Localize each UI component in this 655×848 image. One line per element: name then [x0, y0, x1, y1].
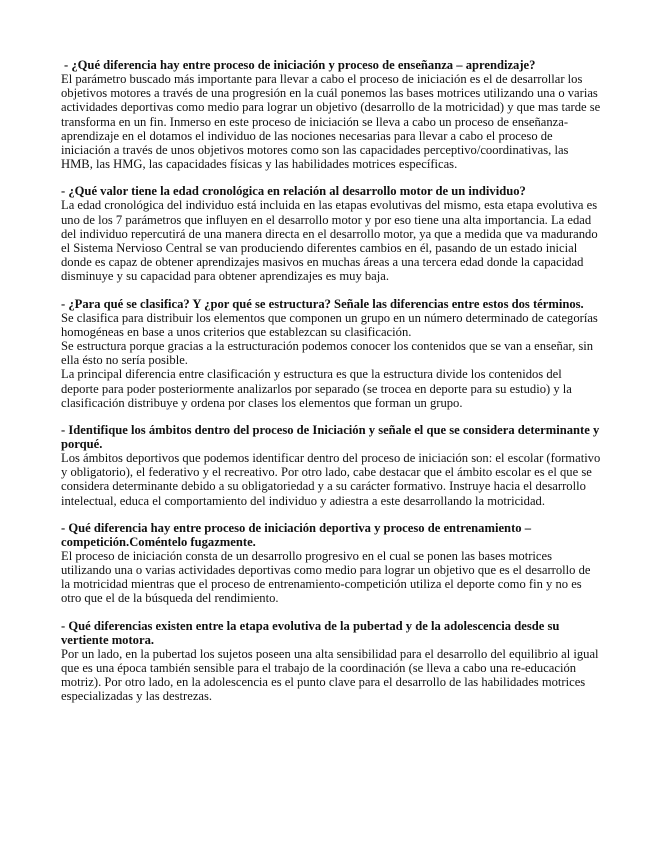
answer-paragraph: Se estructura porque gracias a la estructuración podemos conocer los contenidos que se van a enseñar, sin ella ésto no sería posible. [61, 339, 594, 368]
question-heading: - ¿Qué diferencia hay entre proceso de iniciación y proceso de enseñanza – aprendizaje? [64, 58, 536, 72]
question-heading: - Qué diferencia hay entre proceso de iniciación deportiva y proceso de entrenamiento – competición.Coméntelo fugazmente. [61, 520, 532, 549]
section-6 [61, 619, 601, 704]
section-2 [61, 184, 601, 283]
answer-paragraph: La principal diferencia entre clasificación y estructura es que la estructura divide los contenidos del deporte para poder posteriormente analizarlos por separado (se trocea en deporte para su estudio) y la clasificación distribuye y ordena por clases los elementos que forman un grupo. [61, 367, 572, 410]
section-1 [61, 58, 601, 171]
answer-paragraph: La edad cronológica del individuo está incluida en las etapas evolutivas del mismo, esta etapa evolutiva es uno de los 7 parámetros que influyen en el desarrollo motor y por eso tiene una alta importancia. La edad del individuo repercutirá de una manera directa en el desarrollo motor, ya que a medida que va madurando el Sistema Nervioso Central se van produciendo diferentes cambios en él, pasando de un estado inicial donde es capaz de obtener aprendizajes masivos en muchas áreas a una tercera edad donde la capacidad disminuye y su capacidad para obtener aprendizajes es muy baja. [61, 198, 598, 284]
question-heading: - ¿Qué valor tiene la edad cronológica en relación al desarrollo motor de un individuo? [61, 184, 526, 199]
answer-paragraph: El parámetro buscado más importante para llevar a cabo el proceso de iniciación es el de desarrollar los objetivos motores a través de una progresión en la cuál ponemos las bases motrices utilizando una o varias actividades deportivas como medio para lograr un objetivo (desarrollo de la motricidad) y que mas tarde se transforma en un fin. Inmerso en este proceso de iniciación se lleva a cabo un proceso de enseñanza-aprendizaje en el dotamos el individuo de las nociones necesarias para llevar a cabo el proceso de iniciación a través de unos objetivos motores como son las capacidades perceptivo/coordinativas, las HMB, las HMG, las capacidades físicas y las habilidades motrices específicas. [61, 72, 601, 172]
question-heading: - Qué diferencias existen entre la etapa evolutiva de la pubertad y de la adolescencia desde su vertiente motora. [61, 618, 560, 647]
section-3 [61, 297, 601, 410]
answer-paragraph: El proceso de iniciación consta de un desarrollo progresivo en el cual se ponen las bases motrices utilizando una o varias actividades deportivas como medio para lograr un objetivo que es el desarrollo de la motricidad mientras que el proceso de entrenamiento-competición utiliza el deporte como fin y no es otro que el de la búsqueda del rendimiento. [61, 548, 591, 606]
section-5 [61, 521, 601, 606]
answer-paragraph: Por un lado, en la pubertad los sujetos poseen una alta sensibilidad para el desarrollo del equilibrio al igual que es una época también sensible para el trabajo de la coordinación (se lleva a cabo una re-educación motriz). Por otro lado, en la adolescencia es el punto clave para el desarrollo de las habilidades motrices especializadas y las destrezas. [61, 646, 599, 704]
question-heading: - ¿Para qué se clasifica? Y ¿por qué se estructura? Señale las diferencias entre estos dos términos. [61, 296, 584, 311]
document-page [61, 58, 601, 717]
question-heading: - Identifique los ámbitos dentro del proceso de Iniciación y señale el que se considera determinante y porqué. [61, 423, 600, 452]
section-4 [61, 423, 601, 508]
answer-paragraph: Se clasifica para distribuir los elementos que componen un grupo en un número determinado de categorías homogéneas en base a unos criterios que establezcan su clasificación. [61, 310, 598, 339]
answer-paragraph: Los ámbitos deportivos que podemos identificar dentro del proceso de iniciación son: el escolar (formativo y obligatorio), el federativo y el recreativo. Por otro lado, cabe destacar que el ámbito escolar es el que se considera determinante debido a su obligatoriedad y a su carácter formativo. Instruye hacia el desarrollo intelectual, educa el comportamiento del individuo y adiestra a este desarrollando la motricidad. [61, 451, 601, 508]
